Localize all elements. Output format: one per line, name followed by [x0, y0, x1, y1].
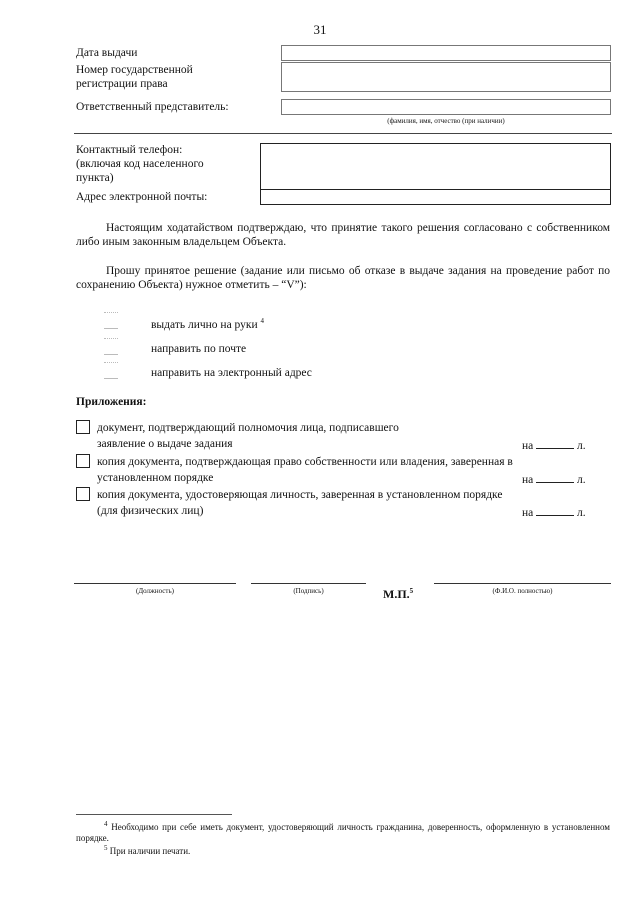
attachment-2-pages-field[interactable] — [536, 471, 574, 483]
option-mail-label: направить по почте — [151, 343, 247, 355]
option-personal-mark[interactable] — [104, 312, 120, 332]
signature-hint: (Подпись) — [293, 587, 324, 595]
full-name-line[interactable] — [434, 583, 611, 584]
footnote-5: $^5$ При наличии печати. — [104, 844, 191, 856]
phone-label-line3: пункта) — [76, 172, 114, 184]
page-number: 31 — [313, 22, 327, 37]
phone-field[interactable] — [260, 143, 611, 190]
representative-field[interactable] — [281, 99, 611, 115]
phone-label-line2: (включая код населенного — [76, 158, 204, 170]
attachment-1-pages-field[interactable] — [536, 437, 574, 449]
attachments-title: Приложения: — [76, 396, 147, 408]
request-paragraph: Прошу принятое решение (задание или письмо об отказе в выдаче задания на проведение работ по сохранению Объекта) нужное отметить – “V”): — [76, 265, 610, 291]
attachment-1-checkbox[interactable] — [76, 420, 90, 434]
attachment-3-pages-field[interactable] — [536, 504, 574, 516]
position-line[interactable] — [74, 583, 236, 584]
option-email-mark[interactable] — [104, 362, 120, 380]
footnote-ref-4: 4 — [260, 317, 265, 326]
signature-line[interactable] — [251, 583, 366, 584]
email-label: Адрес электронной почты: — [76, 191, 208, 203]
issue-date-field[interactable] — [281, 45, 611, 61]
issue-date-label: Дата выдачи — [76, 47, 138, 59]
attachment-1-line1: документ, подтверждающий полномочия лица, подписавшего — [97, 422, 399, 434]
section-divider — [74, 133, 612, 134]
attachment-1-line2: заявление о выдаче задания — [97, 438, 233, 450]
option-personal-label: выдать лично на руки $^4$ — [151, 317, 265, 331]
footnote-separator — [76, 814, 232, 815]
representative-label: Ответственный представитель: — [76, 101, 229, 113]
attachment-1-count: на л. — [522, 437, 586, 453]
footnote-ref-5: 5 — [409, 587, 414, 595]
registration-label-line1: Номер государственной — [76, 64, 193, 76]
option-email-label: направить на электронный адрес — [151, 367, 312, 379]
confirmation-paragraph: Настоящим ходатайством подтверждаю, что принятие такого решения согласовано с собственником либо иным законным владельцем Объекта. — [76, 222, 610, 248]
full-name-hint: (Ф.И.О. полностью) — [492, 587, 553, 595]
attachment-3-line2: (для физических лиц) — [97, 505, 204, 517]
position-hint: (Должность) — [136, 587, 174, 595]
option-mail-mark[interactable] — [104, 338, 120, 356]
attachment-2-line2: установленном порядке — [97, 472, 214, 484]
attachment-3-checkbox[interactable] — [76, 487, 90, 501]
registration-number-field[interactable] — [281, 62, 611, 92]
attachment-3-line1: копия документа, удостоверяющая личность, заверенная в установленном порядке — [97, 489, 503, 501]
attachment-2-line1: копия документа, подтверждающая право собственности или владения, заверенная в — [97, 456, 513, 468]
attachment-2-count: на л. — [522, 471, 586, 487]
phone-label-line1: Контактный телефон: — [76, 144, 183, 156]
representative-hint: (фамилия, имя, отчество (при наличии) — [387, 117, 505, 125]
registration-label-line2: регистрации права — [76, 78, 168, 90]
email-field[interactable] — [260, 189, 611, 205]
stamp-label: М.П.$^5$ — [383, 587, 414, 601]
attachment-2-checkbox[interactable] — [76, 454, 90, 468]
attachment-3-count: на л. — [522, 504, 586, 520]
footnote-4: $^4$ Необходимо при себе иметь документ, удостоверяющий личность гражданина, доверенность, оформленную в установленном порядке. — [76, 820, 611, 843]
